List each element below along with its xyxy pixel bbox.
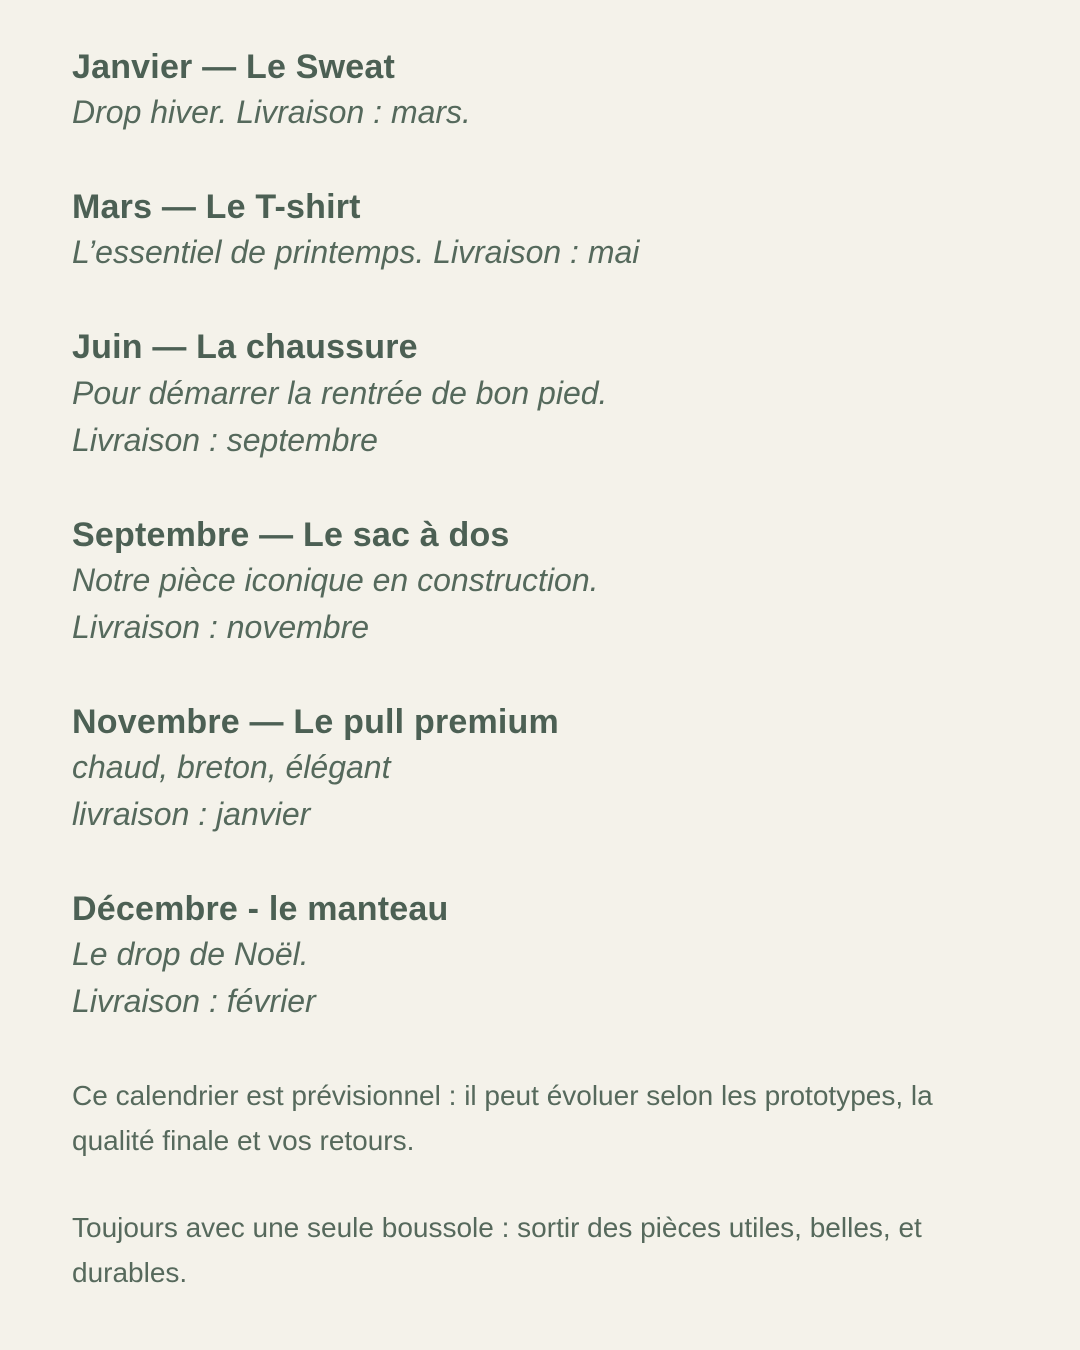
release-description-line: Pour démarrer la rentrée de bon pied. xyxy=(72,374,608,411)
release-description-line: Drop hiver. Livraison : mars. xyxy=(72,94,471,131)
release-block xyxy=(72,513,1020,651)
release-description-line: Livraison : février xyxy=(72,983,316,1020)
release-title: Novembre — Le pull premium xyxy=(72,702,559,741)
release-title: Mars — Le T-shirt xyxy=(72,188,361,227)
release-description-line: Livraison : septembre xyxy=(72,421,378,458)
release-block xyxy=(72,887,1020,1025)
footnote-paragraph: Toujours avec une seule boussole : sortir des pièces utiles, belles, et durables. xyxy=(72,1212,922,1288)
release-block xyxy=(72,45,1020,136)
footnote-paragraph: Ce calendrier est prévisionnel : il peut évoluer selon les prototypes, la qualité finale et vos retours. xyxy=(72,1080,933,1157)
release-block xyxy=(72,325,1020,463)
release-block xyxy=(72,185,1020,276)
release-title: Décembre - le manteau xyxy=(72,890,449,929)
release-description-line: Le drop de Noël. xyxy=(72,936,309,973)
release-calendar xyxy=(72,45,1020,1296)
footnotes xyxy=(72,1074,1020,1295)
release-description-line: chaud, breton, élégant xyxy=(72,749,391,786)
release-title: Juin — La chaussure xyxy=(72,328,418,367)
release-title: Janvier — Le Sweat xyxy=(72,48,395,86)
release-description-line: Livraison : novembre xyxy=(72,608,370,645)
release-block xyxy=(72,700,1020,838)
release-list xyxy=(72,45,1020,1025)
release-title: Septembre — Le sac à dos xyxy=(72,515,510,554)
release-description-line: Notre pièce iconique en construction. xyxy=(72,561,599,598)
release-description-line: L’essentiel de printemps. Livraison : mai xyxy=(72,234,640,271)
release-description-line: livraison : janvier xyxy=(72,796,311,833)
